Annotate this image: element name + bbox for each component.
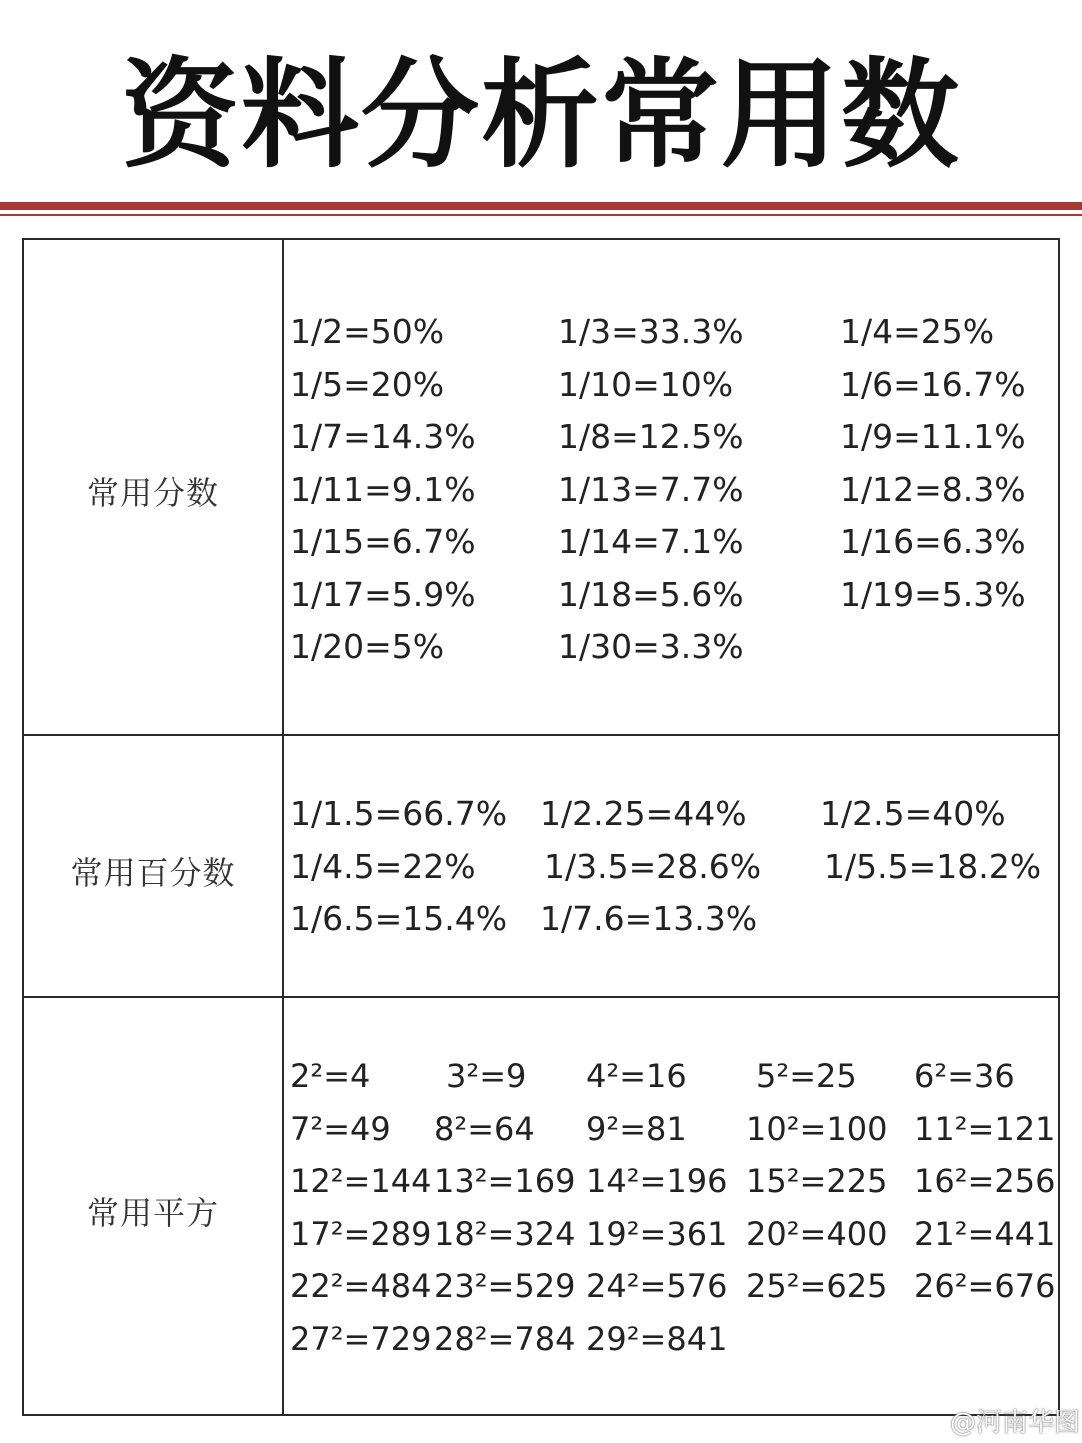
table-cell: 18²=324 bbox=[434, 1214, 576, 1253]
watermark bbox=[918, 1402, 1081, 1438]
table-cell: 1/30=3.3% bbox=[558, 627, 744, 666]
section-label-squares: 常用平方 bbox=[86, 1194, 219, 1232]
table-cell: 24²=576 bbox=[586, 1267, 728, 1305]
table-cell: 1/15=6.7% bbox=[290, 522, 476, 561]
table-cell: 1/11=9.1% bbox=[290, 469, 476, 509]
table-cell: 17²=289 bbox=[290, 1214, 432, 1253]
table-cell: 21²=441 bbox=[914, 1214, 1056, 1253]
table-cell: 22²=484 bbox=[290, 1267, 432, 1305]
weibo-icon bbox=[918, 1413, 948, 1435]
table-cell: 1/2.25=44% bbox=[540, 794, 747, 833]
table-cell: 3²=9 bbox=[446, 1057, 527, 1095]
table-cell: 1/4.5=22% bbox=[290, 846, 476, 886]
table-cell: 1/8=12.5% bbox=[558, 417, 744, 456]
table-cell: 19²=361 bbox=[586, 1214, 728, 1253]
table-cell: 1/3=33.3% bbox=[558, 312, 744, 351]
table-cell: 1/20=5% bbox=[290, 627, 445, 666]
table-cell: 9²=81 bbox=[586, 1109, 687, 1148]
table-cell: 2²=4 bbox=[290, 1057, 371, 1095]
table-cell: 1/1.5=66.7% bbox=[290, 794, 508, 833]
table-cell: 20²=400 bbox=[746, 1214, 888, 1253]
table-cell: 10²=100 bbox=[746, 1109, 888, 1148]
table-cell: 23²=529 bbox=[434, 1267, 576, 1305]
row-divider bbox=[24, 996, 1058, 998]
table-cell: 11²=121 bbox=[914, 1109, 1056, 1148]
title-divider-thick bbox=[0, 202, 1082, 210]
table-cell: 1/14=7.1% bbox=[558, 522, 744, 561]
watermark-text: @河南华图 bbox=[950, 1408, 1081, 1438]
table-cell: 1/16=6.3% bbox=[840, 522, 1026, 561]
section-label-percentages: 常用百分数 bbox=[70, 854, 236, 892]
table-cell: 1/10=10% bbox=[558, 364, 734, 404]
table-cell: 5²=25 bbox=[756, 1057, 857, 1095]
table-cell: 1/3.5=28.6% bbox=[544, 846, 762, 886]
table-cell: 29²=841 bbox=[586, 1319, 728, 1358]
table-cell: 1/2=50% bbox=[290, 312, 445, 351]
table-cell: 1/12=8.3% bbox=[840, 469, 1026, 509]
title-divider-thin bbox=[0, 214, 1082, 216]
table-cell: 7²=49 bbox=[290, 1109, 391, 1148]
table-cell: 1/13=7.7% bbox=[558, 469, 744, 509]
table-cell: 28²=784 bbox=[434, 1319, 576, 1358]
table-cell: 12²=144 bbox=[290, 1162, 432, 1200]
table-cell: 1/6=16.7% bbox=[840, 364, 1026, 404]
table-cell: 1/17=5.9% bbox=[290, 574, 476, 614]
table-cell: 27²=729 bbox=[290, 1319, 432, 1358]
table-cell: 1/19=5.3% bbox=[840, 574, 1026, 614]
table-cell: 1/6.5=15.4% bbox=[290, 899, 508, 938]
page-title: 资料分析常用数 bbox=[120, 46, 961, 184]
section-label-fractions: 常用分数 bbox=[86, 474, 219, 512]
table-cell: 1/7=14.3% bbox=[290, 417, 476, 456]
table-cell: 1/18=5.6% bbox=[558, 574, 744, 614]
reference-table bbox=[22, 238, 1060, 1416]
table-cell: 8²=64 bbox=[434, 1109, 535, 1148]
table-cell: 25²=625 bbox=[746, 1267, 888, 1305]
row-divider bbox=[24, 734, 1058, 736]
table-cell: 4²=16 bbox=[586, 1057, 687, 1095]
table-cell: 6²=36 bbox=[914, 1057, 1015, 1095]
table-cell: 14²=196 bbox=[586, 1162, 728, 1200]
table-cell: 1/9=11.1% bbox=[840, 417, 1026, 456]
table-cell: 1/7.6=13.3% bbox=[540, 899, 758, 938]
table-cell: 16²=256 bbox=[914, 1162, 1056, 1200]
column-divider bbox=[282, 240, 284, 1414]
table-cell: 26²=676 bbox=[914, 1267, 1056, 1305]
table-cell: 15²=225 bbox=[746, 1162, 888, 1200]
table-cell: 1/5.5=18.2% bbox=[824, 846, 1042, 886]
table-cell: 1/5=20% bbox=[290, 364, 445, 404]
table-cell: 13²=169 bbox=[434, 1162, 576, 1200]
table-cell: 1/4=25% bbox=[840, 312, 995, 351]
table-cell: 1/2.5=40% bbox=[820, 794, 1006, 833]
